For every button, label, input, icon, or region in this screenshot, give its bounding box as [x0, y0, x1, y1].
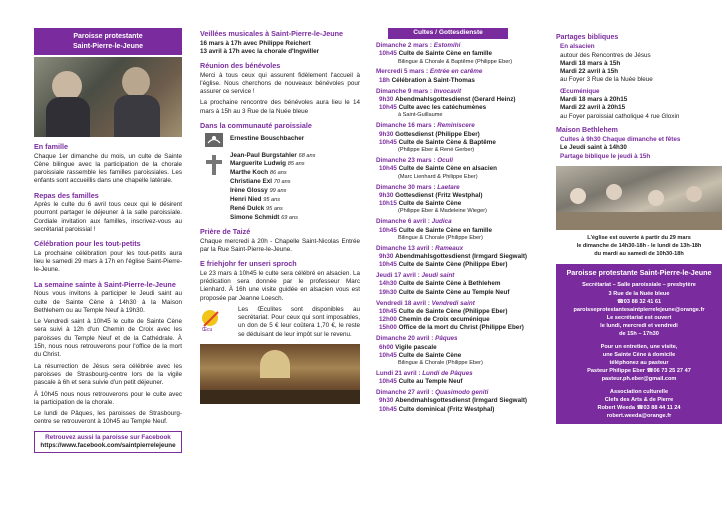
semaine-sainte-title: La semaine sainte à Saint-Pierre-le-Jeune — [34, 279, 176, 289]
ouverture-info: L'église est ouverte à partir du 29 mars le dimanche de 14h30-18h - le lundi de 13h-18h du mardi au samedi de 10h30-18h — [576, 235, 702, 258]
culte-item: 9h30 Gottesdienst (Philippe Eber) — [379, 130, 480, 138]
column-cultes — [376, 0, 534, 514]
alsacien-date: Mardi 22 avril à 15h — [560, 68, 619, 76]
culte-item: 10h45 Culte de Sainte Cène en famille — [379, 50, 493, 58]
veillee-item: 13 avril à 17h avec la chorale d'Ingwiller — [200, 47, 320, 55]
culte-date: Dimanche 30 mars : Laetare — [376, 183, 460, 191]
deces-item: Simone Schmidt 69 ans — [230, 213, 298, 221]
culte-item: 9h30 Abendmahlsgottesdienst (Irmgard Siegwalt) — [379, 397, 528, 405]
alsacien-lieu: au Foyer 3 Rue de la Nuée bleue — [560, 76, 653, 84]
facebook-link[interactable]: https://www.facebook.com/saintpierrelejeune — [40, 442, 176, 450]
bapteme-name: Ernestine Bouschbacher — [230, 134, 305, 142]
culte-date: Dimanche 9 mars : Invocavit — [376, 87, 462, 95]
en-alsacien-label: En alsacien — [560, 43, 595, 51]
bethlehem-line: Partage biblique le jeudi à 15h — [560, 152, 651, 160]
semaine-text-4: À 10h45 nous nous retrouverons pour le culte avec la participation de la chorale. — [34, 390, 182, 406]
culte-item: 9h30 Abendmahlsgottesdienst (Irmgard Siegwalt) — [379, 253, 528, 261]
secretariat-phone[interactable]: ☎03 88 32 41 61 — [616, 298, 662, 305]
culte-detail: Bilingue & Chorale (Philippe Eber) — [398, 360, 483, 367]
column-paroisse — [34, 0, 182, 514]
svg-text:Œcu: Œcu — [202, 326, 213, 332]
pasteur-email[interactable]: pasteur.ph.eber@gmail.com — [601, 376, 677, 383]
column-evenements — [200, 0, 360, 514]
deces-item: Marguerite Ludwig 85 ans — [230, 160, 305, 168]
semaine-text-5: Le lundi de Pâques, les paroisses de Strasbourg-centre se retrouveront à 10h45 au Temple Neuf. — [34, 410, 182, 426]
culte-detail: à Saint-Guillaume — [398, 112, 443, 119]
deces-item: René Dulck 95 ans — [230, 204, 283, 212]
culte-date: Dimanche 6 avril : Judica — [376, 218, 452, 226]
culte-item: 10h45 Culte avec les catéchumènes — [379, 104, 487, 112]
culte-item: 10h45 Culte de Sainte Cène (Philippe Eber) — [379, 307, 508, 315]
partages-title: Partages bibliques — [556, 34, 619, 41]
culte-detail: (Philippe Eber & Madeleine Wieger) — [398, 208, 487, 215]
association-phone[interactable]: Robert Weeda ☎03 88 44 11 24 — [597, 404, 681, 411]
culte-detail: (Marc Lienhard & Philippe Eber) — [398, 173, 478, 180]
contact-title: Paroisse protestante Saint-Pierre-le-Jeune — [566, 268, 712, 278]
culte-date: Mercredi 5 mars : Entrée en carême — [376, 68, 483, 76]
culte-item: 9h30 Abendmahlsgottesdienst (Gerard Heinz) — [379, 95, 516, 103]
bethlehem-line: Cultes à 9h30 Chaque dimanche et fêtes — [560, 136, 681, 144]
deces-item: Henri Nied 95 ans — [230, 195, 281, 203]
culte-date: Dimanche 20 avril : Pâques — [376, 335, 458, 343]
veillee-item: 16 mars à 17h avec Philippe Reichert — [200, 39, 311, 47]
culte-item: 10h45 Culte de Sainte Cène (Philippe Eber) — [379, 261, 508, 269]
column-partages — [556, 0, 722, 514]
en-famille-title: En famille — [34, 142, 68, 151]
oculites-logo-icon — [200, 306, 234, 332]
culte-item: 14h30 Culte de Sainte Cène à Bethlehem — [379, 280, 501, 288]
taize-title: Prière de Taizé — [200, 227, 251, 237]
culte-date: Dimanche 23 mars : Oculi — [376, 157, 453, 165]
culte-item: 12h00 Chemin de Croix œcuménique — [379, 316, 490, 324]
repas-text: Après le culte du 6 avril tous ceux qui le désirent pourront partager le déjeuner à la salle paroissiale. Cordiale invitation aux familles, inscrivez-vous au secrétariat paroissial ! — [34, 201, 182, 234]
celebration-text: La prochaine célébration pour les tout-petits aura lieu le samedi 29 mars à 17h en l'église Saint-Pierre-le-Jeune. — [34, 249, 182, 274]
pasteur-phone[interactable]: Pasteur Philippe Eber ☎06 73 25 27 47 — [587, 367, 691, 374]
deces-item: Christiane Exl 70 ans — [230, 178, 291, 186]
culte-detail: (Philippe Eber & René Gerber) — [398, 147, 475, 154]
bethlehem-line: Le Jeudi saint à 14h30 — [560, 144, 627, 152]
bethlehem-title: Maison Bethlehem — [556, 126, 618, 134]
culte-item: 6h00 Vigile pascale — [379, 343, 437, 351]
culte-date: Jeudi 17 avril : Jeudi saint — [376, 272, 455, 280]
photo-bethlehem-group — [556, 166, 722, 230]
photo-church-interior — [200, 344, 360, 404]
semaine-text-3: La résurrection de Jésus sera célébrée avec les paroisses de Strasbourg-centre lors de la vigile pascale à 6h et sera suivie d'un petit déjeuner. — [34, 362, 182, 387]
culte-item: 10h45 Culte de Sainte Cène & Baptême — [379, 138, 496, 146]
culte-detail: Bilingue & Chorale (Philippe Eber) — [398, 234, 483, 241]
culte-date: Dimanche 13 avril : Rameaux — [376, 244, 464, 252]
culte-date: Lundi 21 avril : Lundi de Pâques — [376, 370, 473, 378]
culte-item: 10h45 Culte de Sainte Cène en alsacien — [379, 165, 497, 173]
semaine-text-1: Nous vous invitons à participer le Jeudi saint au culte de Sainte Cène à 14h30 à la Maison Bethlehem ou au Temple Neuf à 19h30. — [34, 290, 182, 314]
bapteme-row — [200, 132, 360, 148]
en-famille-text: Chaque 1er dimanche du mois, un culte de Sainte Cène bilingue avec la participation de la chorale paroissiale rassemble les familles paroissiales. Les enfants sont accueillis dans une chapelle latérale. — [34, 152, 182, 185]
benevoles-title: Réunion des bénévoles — [200, 61, 281, 71]
celebration-title: Célébration pour les tout-petits — [34, 239, 141, 249]
efriehjohr-text: Le 23 mars à 10h45 le culte sera célébré en alsacien. La prédication sera donnée par le professeur Marc Lienhard. À 16h une visite guidée en alsacien vous est proposée par Jeanne Loesch. — [200, 269, 360, 302]
veillees-title: Veillées musicales à Saint-Pierre-le-Jeune — [200, 29, 344, 38]
oculites-text: Les Œculites sont disponibles au secrétariat. Pour ceux qui sont imposables, un don de 5 € leur coûtera 1,70 €, le reste se déduisant de leur impôt sur le revenu. — [238, 305, 360, 338]
culte-detail: Bilingue & Chorale & Baptême (Philippe Eber) — [398, 58, 513, 65]
communaute-title: Dans la communauté paroissiale — [200, 121, 312, 131]
deces-item: Marthe Koch 86 ans — [230, 169, 287, 177]
deces-list — [230, 148, 360, 223]
facebook-label: Retrouvez aussi la paroisse sur Facebook — [45, 433, 171, 441]
culte-date: Dimanche 27 avril : Quasimodo geniti — [376, 389, 489, 397]
baptism-icon — [204, 132, 224, 148]
repas-title: Repas des familles — [34, 190, 99, 200]
culte-item: 10h15 Culte de Sainte Cène — [379, 200, 462, 208]
benevoles-text-1: Merci à tous ceux qui assurent fidèlement l'accueil à l'église. Nous cherchons de nouveaux bénévoles pour assurer ce service ! — [200, 71, 360, 96]
efriehjohr-title: E friehjohr fer unseri sproch — [200, 259, 297, 269]
culte-item: 10h45 Culte au Temple Neuf — [379, 378, 463, 386]
association-email[interactable]: robert.weeda@orange.fr — [606, 412, 672, 419]
secretariat-email[interactable]: paroisseprotestantesaintpierrelejeune@orange.fr — [573, 306, 705, 313]
oecu-date: Mardi 18 mars à 20h15 — [560, 96, 628, 104]
facebook-box[interactable] — [34, 431, 182, 454]
rencontres-text: autour des Rencontres de Jésus — [560, 51, 651, 59]
taize-text: Chaque mercredi à 20h - Chapelle Saint-Nicolas Entrée par la Rue Saint-Pierre-le-Jeune. — [200, 237, 360, 253]
oecumenique-label: Œcuménique — [560, 87, 600, 95]
alsacien-date: Mardi 18 mars à 15h — [560, 59, 621, 67]
cultes-list — [376, 42, 534, 414]
oecu-lieu: au Foyer paroissial catholique 4 rue Gloxin — [560, 112, 680, 120]
culte-item: 19h30 Culte de Sainte Cène au Temple Neuf — [379, 288, 510, 296]
cross-icon — [204, 154, 224, 176]
culte-date: Vendredi 18 avril : Vendredi saint — [376, 299, 475, 307]
culte-item: 18h Célébration à Saint-Thomas — [379, 76, 475, 84]
paroisse-header: Paroisse protestante Saint-Pierre-le-Jeune — [34, 28, 182, 55]
culte-item: 15h00 Office de la mort du Christ (Philippe Eber) — [379, 324, 524, 332]
deces-item: Jean-Paul Burgstahler 68 ans — [230, 151, 316, 159]
culte-item: 10h45 Culte dominical (Fritz Westphal) — [379, 405, 495, 413]
culte-date: Dimanche 16 mars : Reminiscere — [376, 122, 475, 130]
oecu-date: Mardi 22 avril à 20h15 — [560, 104, 626, 112]
culte-date: Dimanche 2 mars : Estomihi — [376, 42, 461, 49]
benevoles-text-2: La prochaine rencontre des bénévoles aura lieu le 14 mars à 15h au 3 Rue de la Nuée bleue — [200, 99, 360, 115]
photo-pastors — [34, 57, 182, 137]
culte-item: 10h45 Culte de Sainte Cène — [379, 351, 462, 359]
culte-item: 9h30 Gottesdienst (Fritz Westphal) — [379, 191, 483, 199]
cultes-header: Cultes / Gottesdienste — [388, 28, 508, 39]
culte-item: 10h45 Culte de Sainte Cène en famille — [379, 226, 493, 234]
deces-item: Irène Glossy 99 ans — [230, 187, 287, 195]
contact-box: Paroisse protestante Saint-Pierre-le-Jeune Secrétariat – Salle paroissiale – presbytère 3 Rue de la Nuée bleue ☎03 88 32 41 61 paroisseprotestantesaintpierrelejeune@orange.fr Le secrétariat est ouvert le lundi, mercredi et vendredi de 15h – 17h30 Pour un entretien, une visite, une Sainte Cène à domicile téléphonez au pasteur Pasteur Philippe Eber ☎06 73 25 27 47 pasteur.ph.eber@gmail.com Association culturelle Clefs des Arts & de Pierre Robert Weeda ☎03 88 44 11 24 robert.weeda@orange.fr — [556, 264, 722, 424]
semaine-text-2: Le Vendredi saint à 10h45 le culte de Sainte Cène sera suivi à 12h d'un Chemin de Croix avec les paroisses du Temple Neuf et de la Cathédrale. À 15h, nous nous retrouverons pour l'office de la mort du Christ. — [34, 318, 182, 359]
